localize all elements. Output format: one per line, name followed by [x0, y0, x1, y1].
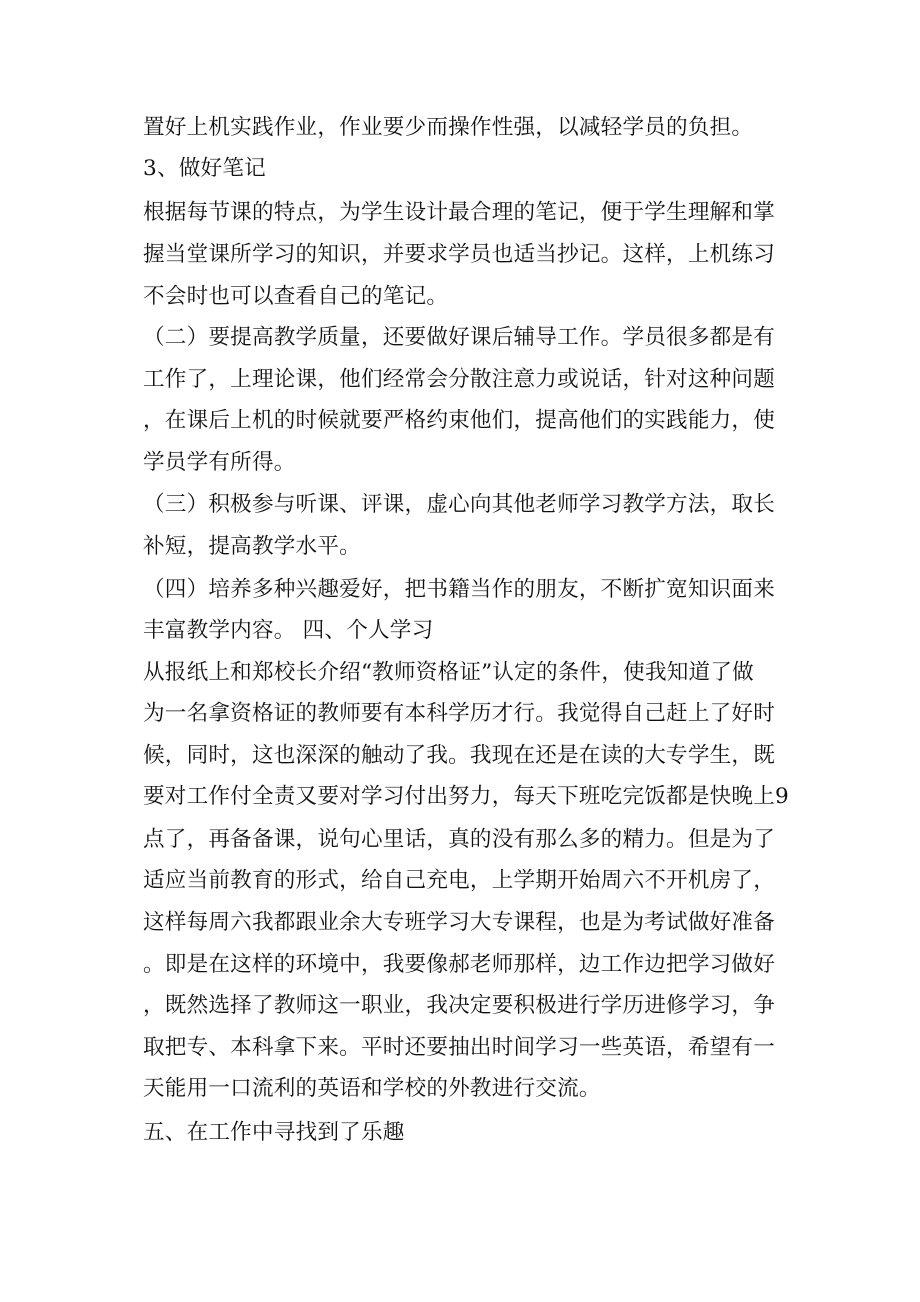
- text-line: 握当堂课所学习的知识，并要求学员也适当抄记。这样，上机练习: [143, 242, 776, 267]
- text-line: （三）积极参与听课、评课，虚心向其他老师学习教学方法，取长: [143, 492, 776, 517]
- text-line: 为一名拿资格证的教师要有本科学历才行。我觉得自己赶上了好时: [143, 701, 776, 726]
- text-line: 根据每节课的特点，为学生设计最合理的笔记，便于学生理解和掌: [143, 200, 776, 225]
- text-line: ，在课后上机的时候就要严格约束他们，提高他们的实践能力，使: [143, 408, 776, 433]
- text-line: 要对工作付全责又要对学习付出努力，每天下班吃完饭都是快晚上9: [143, 784, 789, 809]
- text-line: 丰富教学内容。 四、个人学习: [143, 618, 434, 643]
- text-line: ，既然选择了教师这一职业，我决定要积极进行学历进修学习，争: [143, 993, 776, 1018]
- text-line: 取把专、本科拿下来。平时还要抽出时间学习一些英语，希望有一: [143, 1035, 776, 1060]
- text-line: 这样每周六我都跟业余大专班学习大专课程，也是为考试做好准备: [143, 910, 776, 935]
- text-line: 候，同时，这也深深的触动了我。我现在还是在读的大专学生，既: [143, 743, 776, 768]
- text-line: 适应当前教育的形式，给自己充电，上学期开始周六不开机房了，: [143, 868, 776, 893]
- text-line: 置好上机实践作业，作业要少而操作性强，以减轻学员的负担。: [143, 115, 754, 140]
- text-line: 点了，再备备课，说句心里话，真的没有那么多的精力。但是为了: [143, 827, 776, 852]
- section-heading: 五、在工作中寻找到了乐趣: [143, 1120, 405, 1145]
- text-line: 3、做好笔记: [143, 156, 266, 181]
- text-line: 工作了，上理论课，他们经常会分散注意力或说话，针对这种问题: [143, 367, 776, 392]
- text-line: （二）要提高教学质量，还要做好课后辅导工作。学员很多都是有: [143, 325, 776, 350]
- text-line: 天能用一口流利的英语和学校的外教进行交流。: [143, 1076, 601, 1101]
- text-line: 。即是在这样的环境中，我要像郝老师那样，边工作边把学习做好: [143, 952, 776, 977]
- text-line: 不会时也可以查看自己的笔记。: [143, 284, 449, 309]
- text-line: （四）培养多种兴趣爱好，把书籍当作的朋友，不断扩宽知识面来: [143, 577, 776, 602]
- text-line: 补短，提高教学水平。: [143, 534, 361, 559]
- text-line: 学员学有所得。: [143, 450, 296, 475]
- text-line: 从报纸上和郑校长介绍“教师资格证”认定的条件，使我知道了做: [143, 660, 754, 685]
